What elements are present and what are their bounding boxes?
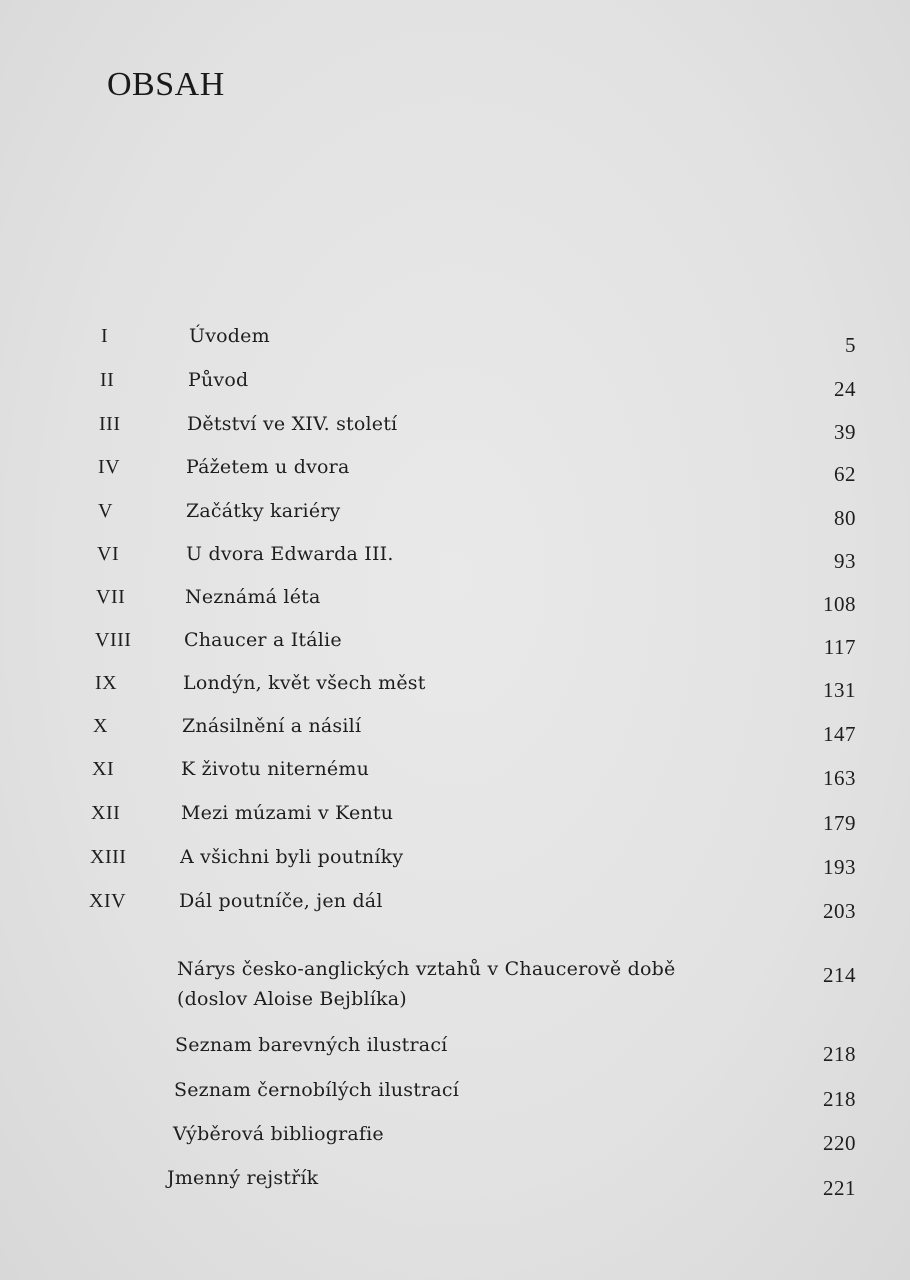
page-number: 179 — [823, 811, 856, 835]
appendix-title: Výběrová bibliografie — [173, 1123, 384, 1145]
chapter-title: Pážetem u dvora — [186, 456, 350, 478]
page-number: 80 — [834, 506, 856, 530]
chapter-number: V — [98, 500, 113, 522]
page-number: 39 — [834, 420, 856, 444]
page-number: 131 — [823, 678, 856, 702]
appendix-title-line-1: Nárys česko-anglických vztahů v Chaucerově době — [177, 958, 676, 980]
page-number: 108 — [823, 592, 856, 616]
chapter-title: Začátky kariéry — [186, 500, 341, 522]
page-title: OBSAH — [107, 66, 225, 103]
chapter-title: Neznámá léta — [185, 586, 321, 608]
page-number: 203 — [823, 899, 856, 923]
chapter-number: XI — [92, 758, 115, 780]
chapter-number: X — [93, 715, 108, 737]
page-number: 5 — [845, 333, 856, 357]
page-number: 62 — [834, 462, 856, 486]
page-number: 193 — [823, 855, 856, 879]
chapter-title: K životu niternému — [181, 758, 370, 780]
chapter-title: Dál poutníče, jen dál — [179, 890, 383, 912]
chapter-number: XIV — [89, 890, 127, 912]
chapter-title: A všichni byli poutníky — [180, 846, 404, 868]
chapter-number: IV — [98, 456, 121, 478]
page-number: 214 — [823, 963, 856, 987]
chapter-title: Chaucer a Itálie — [184, 629, 342, 651]
page-number: 220 — [823, 1131, 856, 1155]
page-number: 221 — [823, 1176, 856, 1200]
chapter-title: Londýn, květ všech měst — [183, 672, 426, 694]
appendix-title: Seznam černobílých ilustrací — [174, 1079, 460, 1101]
chapter-title: U dvora Edwarda III. — [186, 543, 394, 565]
page-number: 117 — [823, 635, 856, 659]
chapter-number: VI — [97, 543, 120, 565]
chapter-number: XII — [91, 802, 121, 824]
chapter-number: III — [99, 413, 121, 435]
chapter-number: XIII — [90, 846, 127, 868]
toc-entry[interactable] — [0, 957, 910, 1017]
page-number: 24 — [834, 377, 856, 401]
page-number: 163 — [823, 766, 856, 790]
chapter-title: Znásilnění a násilí — [182, 715, 362, 737]
chapter-title: Mezi múzami v Kentu — [181, 802, 394, 824]
page-number: 147 — [823, 722, 856, 746]
chapter-title: Dětství ve XIV. století — [187, 413, 398, 435]
appendix-title — [177, 957, 675, 1011]
chapter-number: IX — [95, 672, 118, 694]
chapter-number: VIII — [95, 629, 132, 651]
chapter-title: Původ — [188, 369, 249, 391]
page-number: 218 — [823, 1042, 856, 1066]
chapter-number: II — [100, 369, 115, 391]
chapter-title: Úvodem — [189, 325, 270, 347]
appendix-title: Jmenný rejstřík — [167, 1167, 319, 1189]
page-number: 93 — [834, 549, 856, 573]
appendix-title-line-2: (doslov Aloise Bejblíka) — [177, 988, 407, 1010]
chapter-number: VII — [96, 586, 126, 608]
page-number: 218 — [823, 1087, 856, 1111]
chapter-number: I — [101, 325, 109, 347]
appendix-title: Seznam barevných ilustrací — [175, 1034, 448, 1056]
